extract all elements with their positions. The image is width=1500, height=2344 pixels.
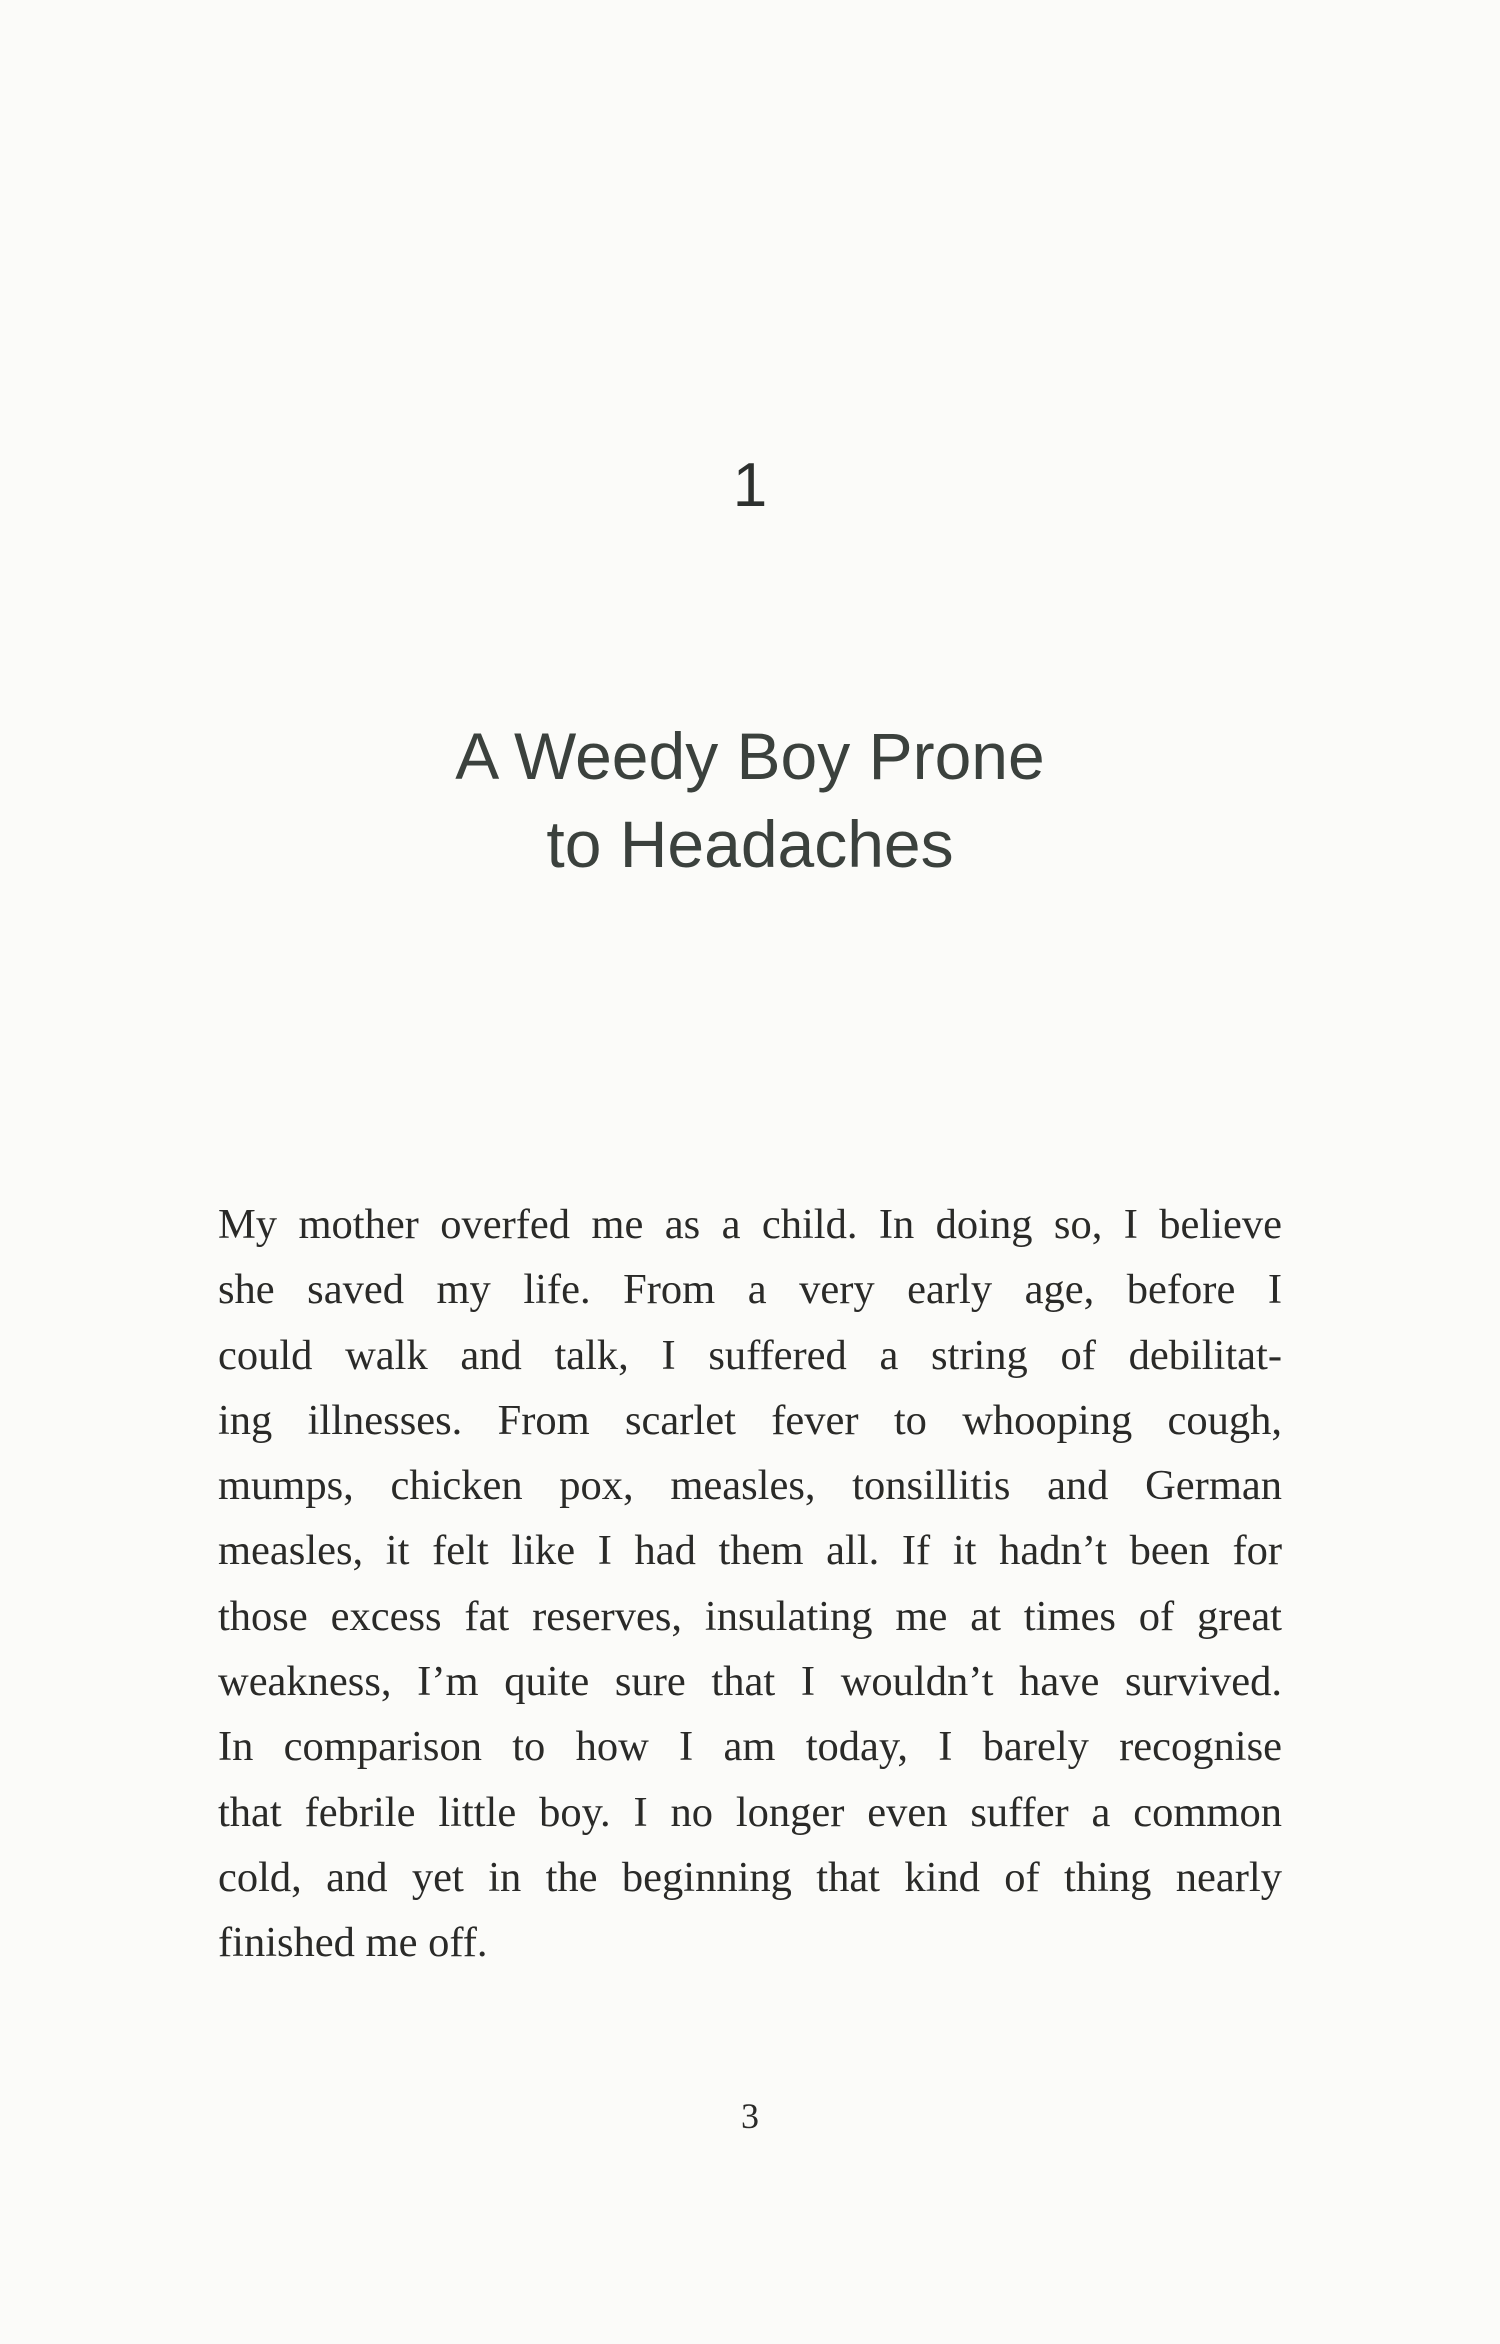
- paragraph-line: My mother overfed me as a child. In doing so, I believe: [218, 1201, 1282, 1248]
- paragraph-line: she saved my life. From a very early age, before I: [218, 1266, 1282, 1314]
- paragraph-line: could walk and talk, I suffered a string of debilitat-: [218, 1331, 1282, 1379]
- chapter-number: 1: [732, 451, 768, 520]
- paragraph-line: finished me off.: [218, 1919, 488, 1967]
- chapter-title-line: to Headaches: [546, 807, 954, 881]
- paragraph-line: that febrile little boy. I no longer even suffer a common: [218, 1788, 1282, 1836]
- paragraph-line: weakness, I’m quite sure that I wouldn’t have survived.: [218, 1658, 1282, 1706]
- paragraph-line: measles, it felt like I had them all. If it hadn’t been for: [218, 1527, 1282, 1575]
- paragraph-line: ing illnesses. From scarlet fever to whooping cough,: [218, 1396, 1282, 1444]
- page-number: 3: [741, 2096, 759, 2136]
- chapter-title-line: A Weedy Boy Prone: [455, 719, 1045, 793]
- paragraph-line: In comparison to how I am today, I barely recognise: [218, 1723, 1282, 1771]
- paragraph-line: those excess fat reserves, insulating me at times of great: [218, 1592, 1282, 1640]
- paragraph-line: mumps, chicken pox, measles, tonsillitis and German: [218, 1462, 1282, 1510]
- body-paragraph: [218, 1192, 1282, 1976]
- chapter-title: [0, 712, 1500, 888]
- paragraph-line: cold, and yet in the beginning that kind of thing nearly: [218, 1853, 1282, 1901]
